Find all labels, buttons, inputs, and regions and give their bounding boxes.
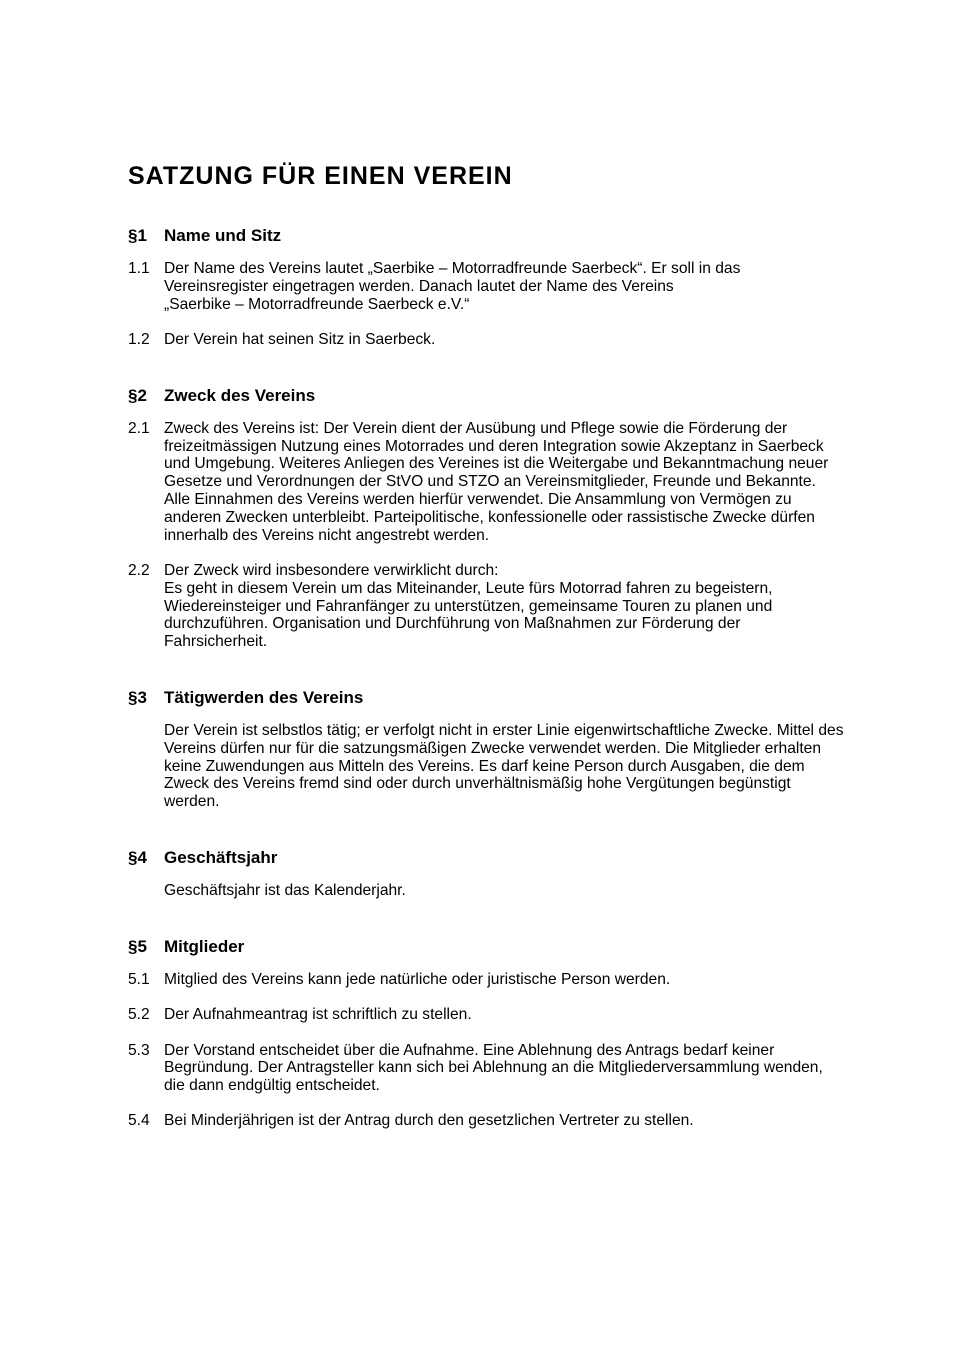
section-geschaeftsjahr (128, 848, 873, 900)
clause-number: 5.4 (128, 1112, 150, 1130)
clause (128, 331, 873, 349)
clause-text: Zweck des Vereins ist: Der Verein dient der Ausübung und Pflege sowie die Förderung der freizeitmässigen Nutzung eines Motorrades und deren Integration sowie Akzeptanz in Saerbeck und Umgebung. Weiteres Anliegen des Vereines ist die Weitergabe und Bekanntmachung neuer Gesetze und Verordnungen der StVO und STZO an Vereinsmitglieder, Freunde und Bekannte. Alle Einnahmen des Vereins werden hierfür verwendet. Die Ansammlung von Vermögen zu anderen Zwecken unterbleibt. Parteipolitische, konfessionelle oder rassistische Zwecke dürfen innerhalb des Vereins nicht angestrebt werden. (164, 419, 829, 544)
clause-text: Mitglied des Vereins kann jede natürliche oder juristische Person werden. (164, 970, 671, 988)
clause-text: Der Verein ist selbstlos tätig; er verfolgt nicht in erster Linie eigenwirtschaftliche Zwecke. Mittel des Vereins dürfen nur für die satzungsmäßigen Zwecke verwendet werden. Die Mitglieder erhalten keine Zuwendungen aus Mitteln des Vereins. Es darf keine Person durch Ausgaben, die dem Zweck des Vereins fremd sind oder durch unverhältnismäßig hohe Vergütungen begünstigt werden. (164, 721, 844, 811)
clause-number: 5.3 (128, 1041, 150, 1059)
section-taetigwerden (128, 688, 873, 811)
clause (128, 971, 873, 989)
section-number: §2 (128, 385, 147, 405)
clause-number: 5.2 (128, 1006, 150, 1024)
section-number: §4 (128, 847, 147, 867)
clause-number (128, 722, 164, 811)
section-title: Name und Sitz (164, 226, 282, 245)
section-title: Tätigwerden des Vereins (164, 687, 364, 707)
section-number: §3 (128, 687, 147, 707)
section-title: Mitglieder (164, 936, 245, 956)
clause-text: Der Name des Vereins lautet „Saerbike – Motorradfreunde Saerbeck“. Er soll in das Vereinsregister eingetragen werden. Danach lautet der Name des Vereins „Saerbike – Motorradfreunde Saerbeck e.V.“ (164, 260, 741, 313)
clause (128, 1042, 873, 1095)
section-heading (128, 937, 873, 957)
clause (128, 1112, 873, 1130)
section-title: Geschäftsjahr (164, 847, 278, 867)
clause-number: 2.2 (128, 561, 150, 579)
clause (128, 260, 873, 313)
document-page (128, 161, 873, 1130)
clause (128, 1006, 873, 1024)
clause-text: Geschäftsjahr ist das Kalenderjahr. (164, 881, 406, 899)
clause (128, 562, 873, 651)
clause-text: Der Verein hat seinen Sitz in Saerbeck. (164, 330, 436, 348)
clause-number: 1.1 (128, 260, 150, 277)
section-title: Zweck des Vereins (164, 385, 316, 405)
clause (128, 882, 873, 900)
clause-number: 5.1 (128, 970, 150, 988)
section-number: §5 (128, 936, 147, 956)
clause-text: Der Vorstand entscheidet über die Aufnahme. Eine Ablehnung des Antrags bedarf keiner Begründung. Der Antragsteller kann sich bei Ablehnung an die Mitgliederversammlung wenden, die dann endgültig entscheidet. (164, 1041, 823, 1095)
clause-text: Der Zweck wird insbesondere verwirklicht durch: Es geht in diesem Verein um das Miteinander, Leute fürs Motorrad fahren zu begeistern, Wiedereinsteiger und Fahranfänger zu unterstützen, gemeinsame Touren zu planen und durchzuführen. Organisation und Durchführung von Maßnahmen zur Förderung der Fahrsicherheit. (164, 561, 773, 651)
section-heading (128, 848, 873, 868)
section-heading (128, 226, 873, 246)
clause-number: 1.2 (128, 330, 150, 348)
clause (128, 420, 873, 545)
section-zweck-des-vereins (128, 386, 873, 651)
clause-number: 2.1 (128, 419, 150, 437)
section-heading (128, 688, 873, 708)
section-heading (128, 386, 873, 406)
section-number: §1 (128, 226, 147, 245)
clause-number (128, 882, 164, 900)
clause (128, 722, 873, 811)
clause-text: Der Aufnahmeantrag ist schriftlich zu stellen. (164, 1006, 472, 1024)
section-mitglieder (128, 937, 873, 1131)
clause-text: Bei Minderjährigen ist der Antrag durch den gesetzlichen Vertreter zu stellen. (164, 1112, 694, 1130)
document-title: SATZUNG FÜR EINEN VEREIN (128, 162, 513, 190)
section-name-und-sitz (128, 226, 873, 349)
